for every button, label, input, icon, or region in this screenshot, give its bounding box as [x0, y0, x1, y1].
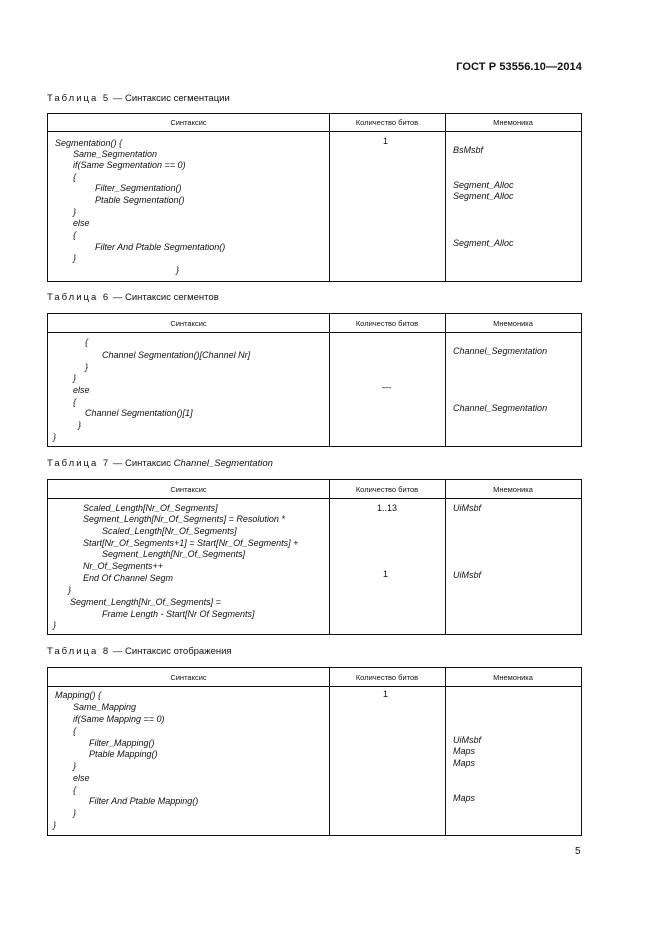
- table6-syntax-line: }: [73, 373, 77, 383]
- table7-header-bits: Количество битов: [355, 484, 419, 494]
- table7-caption-name: Channel_Segmentation: [173, 458, 273, 469]
- table8-syntax-line: }: [73, 761, 77, 771]
- table8-bits-value: 1: [383, 689, 389, 699]
- table6-syntax-line: }: [85, 362, 89, 372]
- table7-bits-value: 1..13: [377, 503, 398, 513]
- table6-syntax-line: Channel Segmentation()[1]: [85, 408, 193, 418]
- table5-header-bits: Количество битов: [355, 118, 419, 127]
- table8-syntax-line: Mapping() {: [55, 690, 102, 700]
- page-number: 5: [575, 846, 581, 857]
- table6-caption: [47, 292, 219, 303]
- table8-syntax-line: }: [53, 820, 57, 830]
- table5-divider: [445, 114, 446, 281]
- table6-header-syntax: Синтаксис: [170, 318, 207, 328]
- table5-mnemonic: Segment_Alloc: [453, 191, 514, 201]
- table6: [47, 313, 582, 447]
- table8-syntax-line: if(Same Mapping == 0): [73, 714, 165, 724]
- table7-syntax-line: }: [53, 620, 57, 630]
- table8-caption-text: — Синтаксис отображения: [112, 646, 232, 657]
- table5: [47, 113, 582, 282]
- table7-mnemonic: UiMsbf: [453, 503, 482, 513]
- table7-caption: [47, 458, 273, 469]
- table8-syntax-line: Same_Mapping: [73, 702, 137, 712]
- table5-syntax-line: }: [73, 207, 77, 217]
- table6-header-row: [48, 314, 581, 333]
- table8-divider: [445, 668, 446, 835]
- table6-syntax-line: {: [85, 337, 89, 347]
- table6-syntax-line: }: [53, 432, 57, 442]
- table8-syntax-line: Filter_Mapping(): [89, 738, 155, 748]
- table7-header-mnemonic: Мнемоника: [493, 484, 533, 494]
- table8-caption-lead: Таблица 8: [47, 646, 111, 657]
- table5-header-mnemonic: Мнемоника: [493, 118, 533, 127]
- table5-divider: [329, 114, 330, 281]
- table8-syntax-line: {: [73, 785, 77, 795]
- table7-syntax-line: Start[Nr_Of_Segments+1] = Start[Nr_Of_Segments] +: [83, 538, 299, 548]
- table7-mnemonic: UiMsbf: [453, 570, 482, 580]
- table5-syntax-line: if(Same Segmentation == 0): [73, 160, 186, 170]
- table5-syntax-line: }: [73, 253, 77, 263]
- table5-mnemonic: Segment_Alloc: [453, 180, 514, 190]
- table5-syntax-line: else: [73, 218, 90, 228]
- table5-header-row: [48, 114, 581, 132]
- table7-syntax-line: Scaled_Length[Nr_Of_Segments]: [102, 526, 237, 536]
- table5-caption-text: — Синтаксис сегментации: [112, 93, 230, 104]
- table8-mnemonic: UiMsbf: [453, 735, 482, 745]
- table8-syntax-line: Ptable Mapping(): [89, 749, 158, 759]
- table7-syntax-line: Segment_Length[Nr_Of_Segments]: [102, 549, 246, 559]
- table8-divider: [329, 668, 330, 835]
- table8-caption: [47, 646, 232, 657]
- table8-syntax-line: Filter And Ptable Mapping(): [89, 796, 199, 806]
- table5-caption: [47, 93, 230, 104]
- table7-bits-value: 1: [383, 569, 389, 579]
- table5-syntax-line: Ptable Segmentation(): [95, 195, 185, 205]
- table8-header-mnemonic: Мнемоника: [493, 672, 533, 682]
- table6-header-mnemonic: Мнемоника: [493, 318, 533, 328]
- table8: [47, 667, 582, 836]
- table8-mnemonic: Maps: [453, 793, 476, 803]
- table5-syntax-line: }: [176, 265, 180, 275]
- table6-mnemonic: Channel_Segmentation: [453, 403, 548, 413]
- table6-bits-value: —: [382, 382, 391, 392]
- table8-header-bits: Количество битов: [355, 672, 419, 682]
- table7-header-row: [48, 480, 581, 499]
- table7-syntax-line: }: [68, 585, 72, 595]
- table8-mnemonic: Maps: [453, 758, 476, 768]
- table7-caption-lead: Таблица 7: [47, 458, 111, 469]
- table6-syntax-line: }: [78, 420, 82, 430]
- table6-divider: [329, 314, 330, 446]
- table8-header-row: [48, 668, 581, 687]
- table6-caption-lead: Таблица 6: [47, 292, 111, 303]
- table5-mnemonic: Segment_Alloc: [453, 238, 514, 248]
- table6-syntax-line: {: [73, 397, 77, 407]
- table6-divider: [445, 314, 446, 446]
- table8-syntax-line: else: [73, 773, 90, 783]
- table7-divider: [445, 480, 446, 634]
- table7-header-syntax: Синтаксис: [170, 484, 207, 494]
- table6-caption-text: — Синтаксис сегментов: [112, 292, 219, 303]
- table5-syntax-line: {: [73, 230, 77, 240]
- table7: [47, 479, 582, 635]
- table6-syntax-line: Channel Segmentation()[Channel Nr]: [102, 350, 251, 360]
- table5-bits-value: 1: [383, 136, 389, 146]
- table5-syntax-line: {: [73, 172, 77, 182]
- table6-syntax-line: else: [73, 385, 90, 395]
- table8-mnemonic: Maps: [453, 746, 476, 756]
- table7-syntax-line: Frame Length - Start[Nr Of Segments]: [102, 609, 255, 619]
- table7-syntax-line: Segment_Length[Nr_Of_Segments] = Resolution *: [83, 514, 285, 524]
- table7-divider: [329, 480, 330, 634]
- table8-syntax-line: {: [73, 726, 77, 736]
- table8-syntax-line: }: [73, 808, 77, 818]
- table5-syntax-line: Filter And Ptable Segmentation(): [95, 242, 226, 252]
- table7-syntax-line: Segment_Length[Nr_Of_Segments] =: [70, 597, 221, 607]
- table5-syntax-line: Segmentation() {: [55, 138, 123, 148]
- table7-syntax-line: End Of Channel Segm: [83, 573, 174, 583]
- table5-syntax-line: Same_Segmentation: [73, 149, 158, 159]
- standard-designation: ГОСТ Р 53556.10—2014: [456, 61, 582, 73]
- table5-header-syntax: Синтаксис: [170, 118, 207, 127]
- table6-mnemonic: Channel_Segmentation: [453, 346, 548, 356]
- table7-syntax-line: Scaled_Length[Nr_Of_Segments]: [83, 503, 218, 513]
- table7-caption-text: — Синтаксис: [112, 458, 171, 469]
- table8-header-syntax: Синтаксис: [170, 672, 207, 682]
- table7-syntax-line: Nr_Of_Segments++: [83, 561, 164, 571]
- table6-header-bits: Количество битов: [355, 318, 419, 328]
- table5-syntax-line: Filter_Segmentation(): [95, 183, 182, 193]
- table5-mnemonic: BsMsbf: [453, 145, 484, 155]
- table5-caption-lead: Таблица 5: [47, 93, 111, 104]
